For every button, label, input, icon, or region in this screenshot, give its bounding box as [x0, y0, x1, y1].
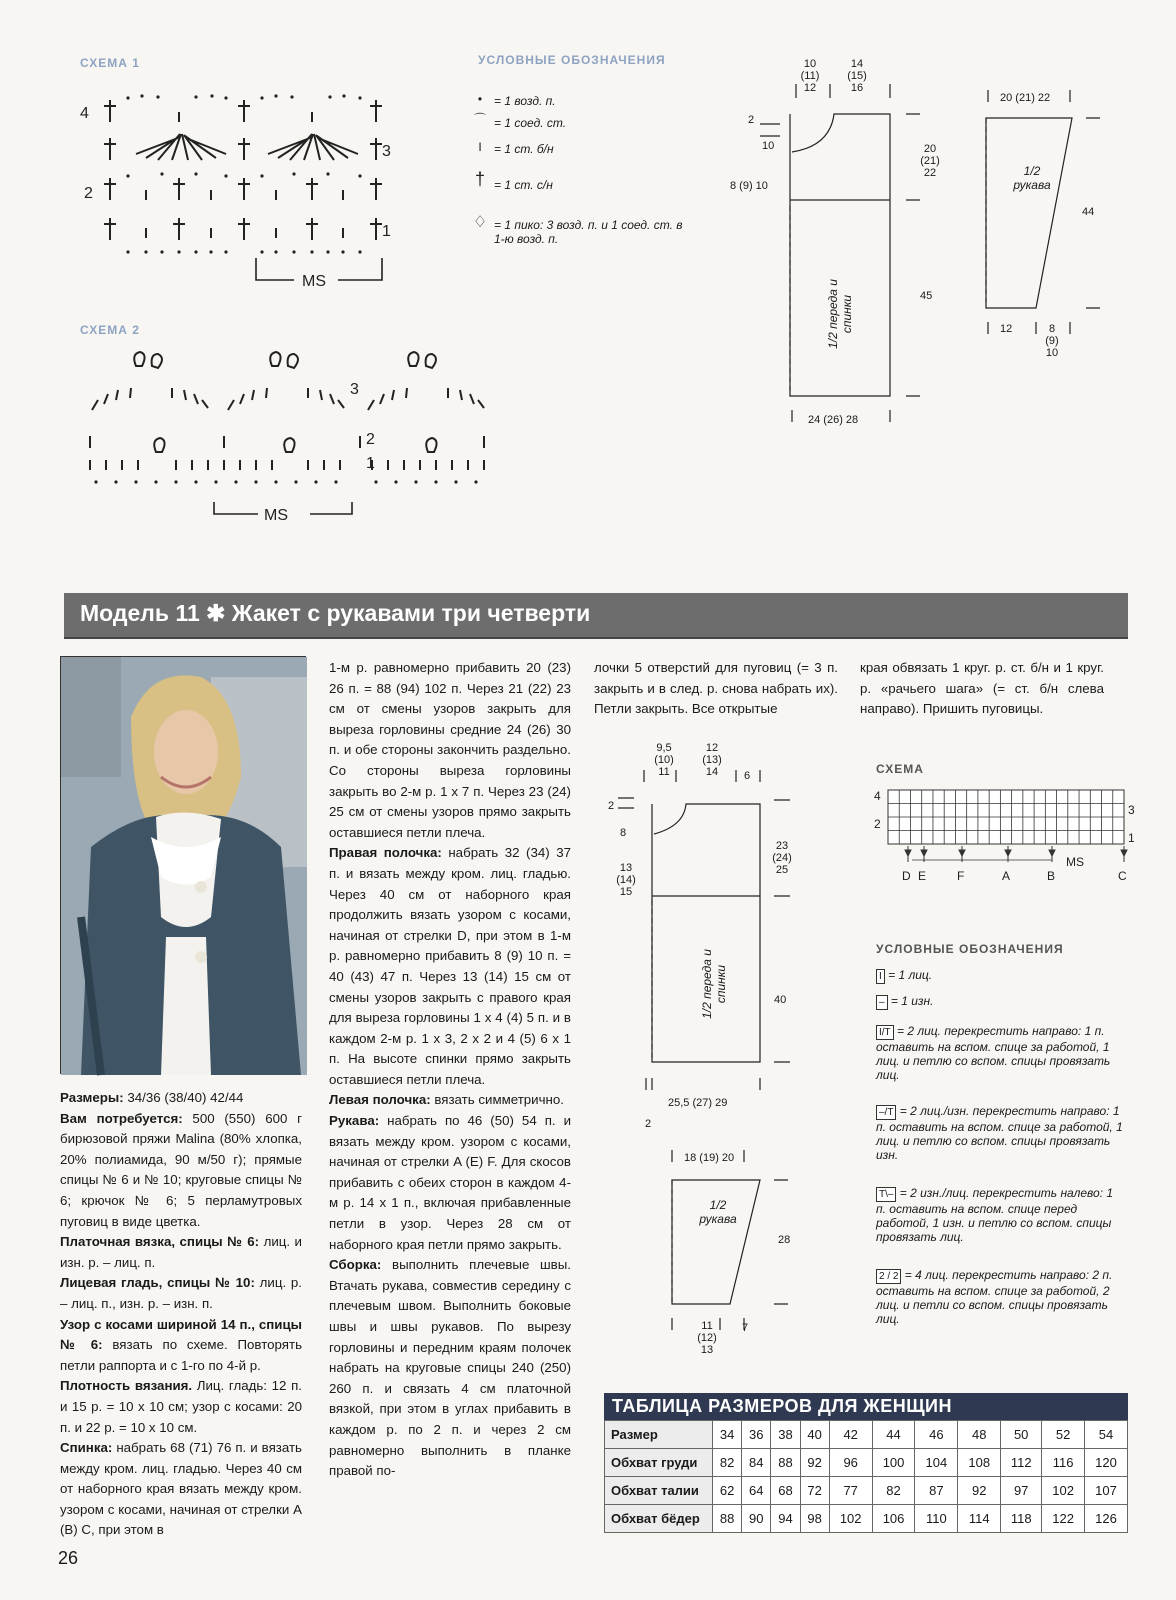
chart-schema-arrow: D: [902, 869, 911, 883]
table-row-header: Обхват бёдер: [605, 1505, 713, 1533]
paragraph-text: набрать 68 (71) 76 п. и вязать между кром. лиц. гладью. Через 40 см от наборного края вязать между кром. узором с косами, начиная от стрелки A (B) C, при этом в: [60, 1440, 302, 1538]
table-row-header: Обхват груди: [605, 1449, 713, 1477]
chart-schema-arrow: A: [1002, 869, 1011, 883]
pattern-top-sleeve-label: 1/2 рукава: [1013, 164, 1051, 192]
stitch-symbol-icon: –: [876, 995, 888, 1010]
text-column-3: [594, 658, 838, 720]
table-cell: 34: [713, 1421, 742, 1449]
pattern-mid-body: [600, 760, 800, 1120]
table-cell: 126: [1085, 1505, 1128, 1533]
chart-schema-arrow: F: [957, 869, 965, 883]
paragraph-heading: Вам потребуется:: [60, 1110, 183, 1126]
chart-schema-title: СХЕМА: [876, 762, 924, 776]
paragraph-text: лиц. р. – лиц. п., изн. р. – изн. п.: [60, 1275, 302, 1311]
pattern-mid-label: 1/2 переда и спинки: [700, 949, 728, 1019]
paragraph-text: выполнить плечевые швы. Втачать рукава, совместив середину с плечевым швом. Выполнить боковые швы и швы рукавов. По вырезу горловины и передним краям полочек набрать на круговые спицы 240 (250) 260 п. и связать 4 см платочной вязкой, при этом в углах прибавить в каждом р. по 2 п. и через 2 см равномерно выполнить в планке правой по-: [329, 1257, 571, 1479]
pattern-top-dim: 10: [762, 140, 775, 152]
table-cell: 36: [742, 1421, 771, 1449]
table-cell: 64: [742, 1477, 771, 1505]
table-cell: 82: [713, 1449, 742, 1477]
legend-right-text: = 1 лиц.: [884, 968, 933, 982]
col4-text: края обвязать 1 круг. р. ст. б/н и 1 круг. р. «рачьего шага» (= ст. б/н слева направо). Пришить пуговицы.: [860, 660, 1104, 717]
stitch-symbol-icon: I: [876, 969, 885, 984]
table-row-header: Обхват талии: [605, 1477, 713, 1505]
legend-right-item: [876, 1186, 1126, 1244]
legend-right-text: = 2 изн./лиц. перекрестить налево: 1 п. оставить на вспом. спице перед работой, 1 изн. и петлю со вспом. спицы провязать лиц.: [876, 1186, 1114, 1244]
paragraph: [60, 1438, 302, 1541]
table-cell: 62: [713, 1477, 742, 1505]
paragraph-heading: Рукава:: [329, 1113, 380, 1129]
table-cell: 84: [742, 1449, 771, 1477]
paragraph-text: 500 (550) 600 г бирюзовой пряжи Malina (80% хлопка, 20% полиамида, 90 м/50 г); прямые спицы № 6 и № 10; круговые спицы № 6; крючок № 6; 5 перламутровых пуговиц в виде цветка.: [60, 1110, 302, 1229]
table-cell: 112: [1001, 1449, 1042, 1477]
text-column-4: [860, 658, 1104, 720]
schema2-row-3: 3: [350, 381, 359, 398]
table-cell: 110: [915, 1505, 958, 1533]
table-cell: 104: [915, 1449, 958, 1477]
table-cell: 46: [915, 1421, 958, 1449]
schema1-row-2: 2: [84, 185, 93, 202]
page-number: 26: [58, 1548, 79, 1568]
pattern-mid-dim: 18 (19) 20: [684, 1152, 735, 1164]
schema2-diagram: [76, 344, 496, 534]
paragraph-text: Лиц. гладь: 12 п. и 15 р. = 10 х 10 см; узор с косами: 20 п. и 22 р. = 10 х 10 см.: [60, 1378, 302, 1435]
legend-right-item: [876, 994, 1126, 1010]
paragraph: [329, 1111, 571, 1255]
pattern-mid-dim: 25,5 (27) 29: [668, 1097, 728, 1109]
paragraph-heading: Правая полочка:: [329, 845, 442, 861]
paragraph: [60, 1109, 302, 1233]
pattern-mid-dim: 9,5 (10) 11: [654, 742, 674, 778]
paragraph: [60, 1315, 302, 1377]
table-cell: 40: [800, 1421, 829, 1449]
legend-top-item: = 1 ст. б/н: [494, 142, 554, 156]
table-cell: 50: [1001, 1421, 1042, 1449]
table-cell: 98: [800, 1505, 829, 1533]
chart-schema-arrow: B: [1047, 869, 1056, 883]
stitch-symbol-icon: 2 / 2: [876, 1269, 901, 1284]
pattern-mid-dim: 23 (24) 25: [772, 840, 792, 876]
paragraph: [60, 1273, 302, 1314]
legend-right-text: = 4 лиц. перекрестить направо: 2 п. оставить на вспом. спице за работой, 2 лиц. и петли со вспом. спицы провязать лиц.: [876, 1268, 1113, 1326]
stitch-symbol-icon: T\–: [876, 1187, 896, 1202]
pattern-top-dim: 44: [1082, 206, 1095, 218]
paragraph-text: 34/36 (38/40) 42/44: [123, 1090, 244, 1105]
chart-schema-row-label: 1: [1128, 831, 1135, 845]
legend-right-title: УСЛОВНЫЕ ОБОЗНАЧЕНИЯ: [876, 942, 1064, 956]
pattern-top-dim: 12: [1000, 323, 1013, 335]
table-cell: 120: [1085, 1449, 1128, 1477]
table-cell: 107: [1085, 1477, 1128, 1505]
chart-schema-arrow: C: [1118, 869, 1127, 883]
table-cell: 114: [958, 1505, 1001, 1533]
paragraph: [60, 1232, 302, 1273]
table-cell: 88: [713, 1505, 742, 1533]
chart-schema-row-label: 2: [874, 817, 881, 831]
table-cell: 54: [1085, 1421, 1128, 1449]
chart-schema-row-label: 4: [874, 789, 881, 803]
pattern-mid-dim: 28: [778, 1234, 791, 1246]
pattern-mid-dim: 6: [744, 770, 751, 782]
paragraph-heading: Сборка:: [329, 1257, 382, 1273]
paragraph: [329, 1255, 571, 1482]
paragraph-heading: Спинка:: [60, 1440, 113, 1456]
pattern-top-dim: 8 (9) 10: [1045, 323, 1059, 359]
table-cell: 48: [958, 1421, 1001, 1449]
pattern-mid-dim: 2: [608, 800, 615, 812]
legend-right-text: = 1 изн.: [887, 994, 934, 1008]
table-row: [605, 1421, 1128, 1449]
paragraph-text: набрать 32 (34) 37 п. и вязать между кром. лиц. гладью. Через 40 см от наборного края продолжить вязать узором с косами, начиная от стрелки D, при этом в 1-м р. равномерно прибавить 8 (9) 10 п. = 40 (43) 47 п. Через 13 (14) 15 см от смены узоров закрыть с правого края для выреза горловины 1 х 4 (4) 5 п. и в каждом 2-м р. 1 х 3, 2 х 2 и 4 (5) 6 х 1 п. На высоте спинки прямо закрыть оставшиеся петли плеча.: [329, 845, 571, 1087]
table-cell: 100: [872, 1449, 915, 1477]
table-cell: 92: [958, 1477, 1001, 1505]
table-cell: 38: [771, 1421, 800, 1449]
paragraph-text: лиц. и изн. р. – лиц. п.: [60, 1234, 302, 1270]
table-cell: 94: [771, 1505, 800, 1533]
legend-top-title: УСЛОВНЫЕ ОБОЗНАЧЕНИЯ: [478, 53, 666, 67]
paragraph-heading: Размеры:: [60, 1090, 124, 1105]
pattern-mid-dim: 13 (14) 15: [616, 862, 636, 898]
legend-top-item: = 1 пико: 3 возд. п. и 1 соед. ст. в 1-ю возд. п.: [494, 218, 683, 246]
schema1-ms-label: MS: [302, 273, 326, 290]
chart-schema-row-label: 3: [1128, 803, 1135, 817]
pattern-mid-dim: 7: [742, 1322, 749, 1334]
pattern-mid-dim: 12 (13) 14: [702, 742, 722, 778]
legend-right-item: [876, 1268, 1126, 1326]
table-cell: 108: [958, 1449, 1001, 1477]
pattern-mid-dim: 8: [620, 827, 627, 839]
legend-right-text: = 2 лиц./изн. перекрестить направо: 1 п. оставить на вспом. спице за работой, 1 лиц. и петлю со вспом. спицы провязать изн.: [876, 1104, 1123, 1162]
model-photo: [60, 656, 306, 1074]
pattern-top-dim: 24 (26) 28: [808, 414, 859, 426]
table-cell: 97: [1001, 1477, 1042, 1505]
table-cell: 52: [1042, 1421, 1085, 1449]
paragraph-heading: Лицевая гладь, спицы № 10:: [60, 1275, 255, 1291]
legend-right-item: [876, 968, 1126, 984]
pattern-mid-dim: 40: [774, 994, 787, 1006]
schema2-row-1: 1: [366, 455, 375, 472]
table-row: [605, 1449, 1128, 1477]
table-cell: 82: [872, 1477, 915, 1505]
table-cell: 90: [742, 1505, 771, 1533]
pattern-top-label: 1/2 переда и спинки: [826, 279, 854, 349]
table-cell: 116: [1042, 1449, 1085, 1477]
pattern-top-dim: 20 (21) 22: [920, 143, 940, 179]
paragraph-text: вязать по схеме. Повторять петли раппорта и с 1-го по 4-й р.: [60, 1337, 302, 1373]
legend-right-item: [876, 1104, 1126, 1162]
table-cell: 87: [915, 1477, 958, 1505]
table-cell: 96: [829, 1449, 872, 1477]
pattern-mid-dim: 11 (12) 13: [697, 1320, 717, 1356]
paragraph: [60, 1088, 302, 1109]
paragraph-text: вязать симметрично.: [430, 1092, 564, 1108]
table-cell: 72: [800, 1477, 829, 1505]
schema2-row-2: 2: [366, 431, 375, 448]
legend-right-text: = 2 лиц. перекрестить направо: 1 п. оставить на вспом. спице за работой, 1 лиц. и петлю со вспом. спицы провязать лиц.: [876, 1024, 1111, 1082]
schema1-row-4: 4: [80, 105, 89, 122]
pattern-top-dim: 45: [920, 290, 933, 302]
paragraph-heading: Платочная вязка, спицы № 6:: [60, 1234, 260, 1250]
stitch-symbol-icon: –/T: [876, 1105, 896, 1120]
table-cell: 77: [829, 1477, 872, 1505]
pattern-mid-dim: 2: [645, 1118, 652, 1130]
size-table: [604, 1393, 1128, 1533]
chart-schema-grid: [872, 784, 1135, 892]
schema1-diagram: [76, 80, 416, 300]
pattern-mid-sleeve: [660, 1146, 800, 1346]
pattern-top-dim: 20 (21) 22: [1000, 92, 1051, 104]
model-banner: [64, 593, 1128, 639]
table-cell: 68: [771, 1477, 800, 1505]
table-row: [605, 1505, 1128, 1533]
table-cell: 88: [771, 1449, 800, 1477]
paragraph-heading: Левая полочка:: [329, 1092, 431, 1108]
paragraph: [329, 1090, 571, 1111]
table-cell: 118: [1001, 1505, 1042, 1533]
text-column-2: [329, 658, 571, 1482]
legend-top-item: = 1 ст. с/н: [494, 178, 553, 192]
schema1-row-1: 1: [382, 223, 391, 240]
pattern-top-dim: 14 (15) 16: [847, 58, 867, 94]
paragraph-text: набрать по 46 (50) 54 п. и вязать между кром. узором с косами, начиная от стрелки A (E) F. Для скосов прибавить с обеих сторон в каждом 4-м р. 14 х 1 п., включая прибавленные петли в узор. Через 28 см от наборного края петли прямо закрыть.: [329, 1113, 571, 1252]
schema2-ms-label: MS: [264, 507, 288, 524]
table-cell: 106: [872, 1505, 915, 1533]
table-cell: 92: [800, 1449, 829, 1477]
pattern-mid-sleeve-label: 1/2 рукава: [699, 1198, 737, 1226]
pattern-top-dim: 2: [748, 114, 755, 126]
table-cell: 122: [1042, 1505, 1085, 1533]
size-table-grid: [604, 1420, 1128, 1533]
table-cell: 102: [1042, 1477, 1085, 1505]
table-row-header: Размер: [605, 1421, 713, 1449]
pattern-top-dim: 8 (9) 10: [730, 180, 768, 192]
text-column-1: [60, 1088, 302, 1541]
legend-top-item: = 1 соед. ст.: [494, 116, 567, 130]
table-cell: 42: [829, 1421, 872, 1449]
chart-schema-ms: MS: [1066, 855, 1084, 869]
paragraph: [329, 658, 571, 843]
table-row: [605, 1477, 1128, 1505]
paragraph: [60, 1376, 302, 1438]
table-cell: 102: [829, 1505, 872, 1533]
table-cell: 44: [872, 1421, 915, 1449]
chart-schema-arrow: E: [918, 869, 927, 883]
pattern-top-body: [730, 56, 920, 426]
model-title: Модель 11 ✱ Жакет с рукавами три четверти: [80, 600, 591, 626]
legend-top-item: = 1 возд. п.: [494, 94, 556, 108]
pattern-top-dim: 10 (11) 12: [800, 58, 820, 94]
paragraph-heading: Плотность вязания.: [60, 1378, 193, 1394]
col3-text: лочки 5 отверстий для пуговиц (= 3 п. закрыть и в след. р. снова набрать их). Петли закрыть. Все открытые: [594, 660, 838, 717]
paragraph: [329, 843, 571, 1090]
legend-right-item: [876, 1024, 1126, 1082]
schema1-title: СХЕМА 1: [80, 56, 140, 70]
size-table-title: ТАБЛИЦА РАЗМЕРОВ ДЛЯ ЖЕНЩИН: [604, 1393, 1128, 1420]
schema1-row-3: 3: [382, 143, 391, 160]
paragraph-heading: Узор с косами шириной 14 п., спицы № 6:: [60, 1316, 302, 1353]
schema2-title: СХЕМА 2: [80, 323, 140, 337]
stitch-symbol-icon: I/T: [876, 1025, 894, 1040]
paragraph-text: 1-м р. равномерно прибавить 20 (23) 26 п. = 88 (94) 102 п. Через 21 (22) 23 см от смены узоров закрыть для выреза горловины средние 24 (26) 30 п. и обе стороны закончить раздельно. Со стороны выреза горловины закрыть во 2-м р. 1 х 7 п. Через 23 (24) 25 см от смены узоров прямо закрыть оставшиеся петли плеча.: [329, 660, 571, 840]
